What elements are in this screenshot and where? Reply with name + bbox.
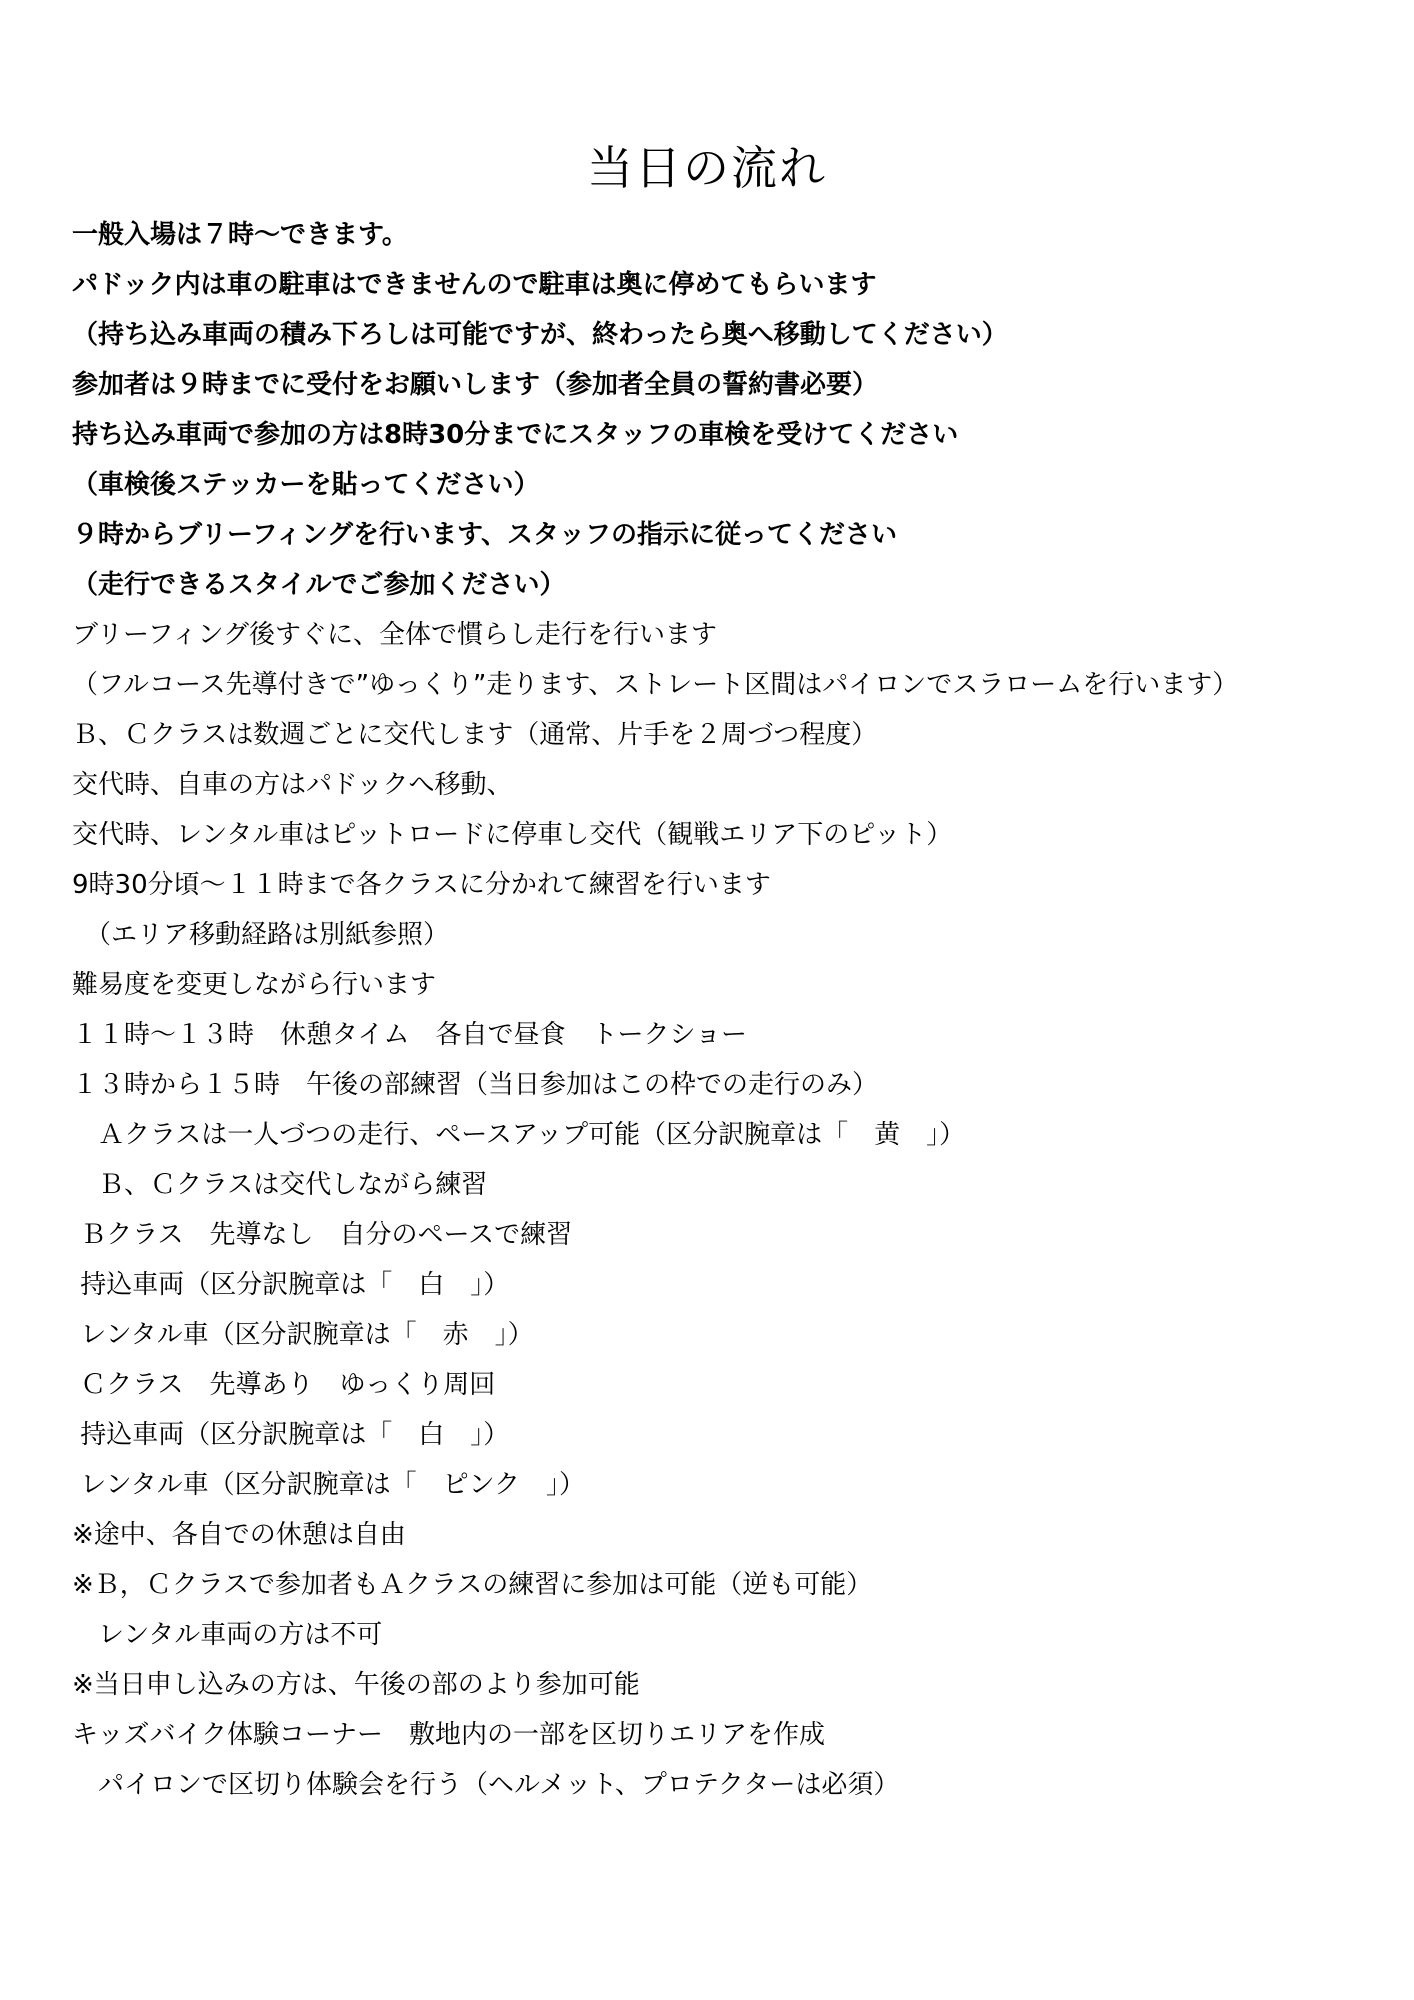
schedule-line: （フルコース先導付きで”ゆっくり”走ります、ストレート区間はパイロンでスラロームを行います） — [72, 670, 1239, 700]
schedule-line: （エリア移動経路は別紙参照） — [72, 920, 450, 950]
schedule-line: 持ち込み車両で参加の方は8時30分までにスタッフの車検を受けてください — [72, 420, 959, 450]
schedule-line: （車検後ステッカーを貼ってください） — [72, 470, 540, 500]
page-title: 当日の流れ — [587, 141, 827, 195]
schedule-line: １１時～１３時 休憩タイム 各自で昼食 トークショー — [72, 1020, 747, 1050]
schedule-line: 難易度を変更しながら行います — [72, 970, 437, 1000]
schedule-line: パイロンで区切り体験会を行う（ヘルメット、プロテクターは必須） — [72, 1770, 900, 1800]
schedule-line: Ｂクラス 先導なし 自分のペースで練習 — [72, 1220, 573, 1250]
schedule-line: Ｃクラス 先導あり ゆっくり周回 — [72, 1370, 496, 1400]
schedule-line: ９時からブリーフィングを行います、スタッフの指示に従ってください — [72, 520, 897, 550]
schedule-line: レンタル車（区分訳腕章は「 ピンク 」） — [72, 1470, 586, 1500]
schedule-line: ※Ｂ，Ｃクラスで参加者もＡクラスの練習に参加は可能（逆も可能） — [72, 1570, 873, 1600]
schedule-line: 持込車両（区分訳腕章は「 白 」） — [72, 1270, 510, 1300]
schedule-line: レンタル車両の方は不可 — [72, 1620, 383, 1650]
schedule-line: Ａクラスは一人づつの走行、ペースアップ可能（区分訳腕章は「 黄 」） — [72, 1120, 966, 1150]
schedule-line: ※途中、各自での休憩は自由 — [72, 1520, 406, 1550]
schedule-line: （走行できるスタイルでご参加ください） — [72, 570, 566, 600]
schedule-line: 交代時、レンタル車はピットロードに停車し交代（観戦エリア下のピット） — [72, 820, 953, 850]
schedule-line: キッズバイク体験コーナー 敷地内の一部を区切りエリアを作成 — [72, 1720, 825, 1750]
schedule-line: Ｂ、Ｃクラスは数週ごとに交代します（通常、片手を２周づつ程度） — [72, 720, 878, 750]
schedule-line: パドック内は車の駐車はできませんので駐車は奥に停めてもらいます — [72, 270, 877, 300]
schedule-line: 交代時、自車の方はパドックへ移動、 — [72, 770, 513, 800]
schedule-line: 参加者は９時までに受付をお願いします（参加者全員の誓約書必要） — [72, 370, 879, 400]
schedule-line: １３時から１５時 午後の部練習（当日参加はこの枠での走行のみ） — [72, 1070, 879, 1100]
schedule-line: ブリーフィング後すぐに、全体で慣らし走行を行います — [72, 620, 718, 650]
schedule-line: 9時30分頃～１１時まで各クラスに分かれて練習を行います — [72, 870, 771, 900]
schedule-lines — [72, 210, 1402, 1810]
schedule-line: 一般入場は７時～できます。 — [72, 220, 408, 250]
schedule-line: レンタル車（区分訳腕章は「 赤 」） — [72, 1320, 534, 1350]
schedule-line: 持込車両（区分訳腕章は「 白 」） — [72, 1420, 510, 1450]
schedule-line: Ｂ、Ｃクラスは交代しながら練習 — [72, 1170, 488, 1200]
schedule-line: （持ち込み車両の積み下ろしは可能ですが、終わったら奥へ移動してください） — [72, 320, 1008, 350]
schedule-line: ※当日申し込みの方は、午後の部のより参加可能 — [72, 1670, 640, 1700]
